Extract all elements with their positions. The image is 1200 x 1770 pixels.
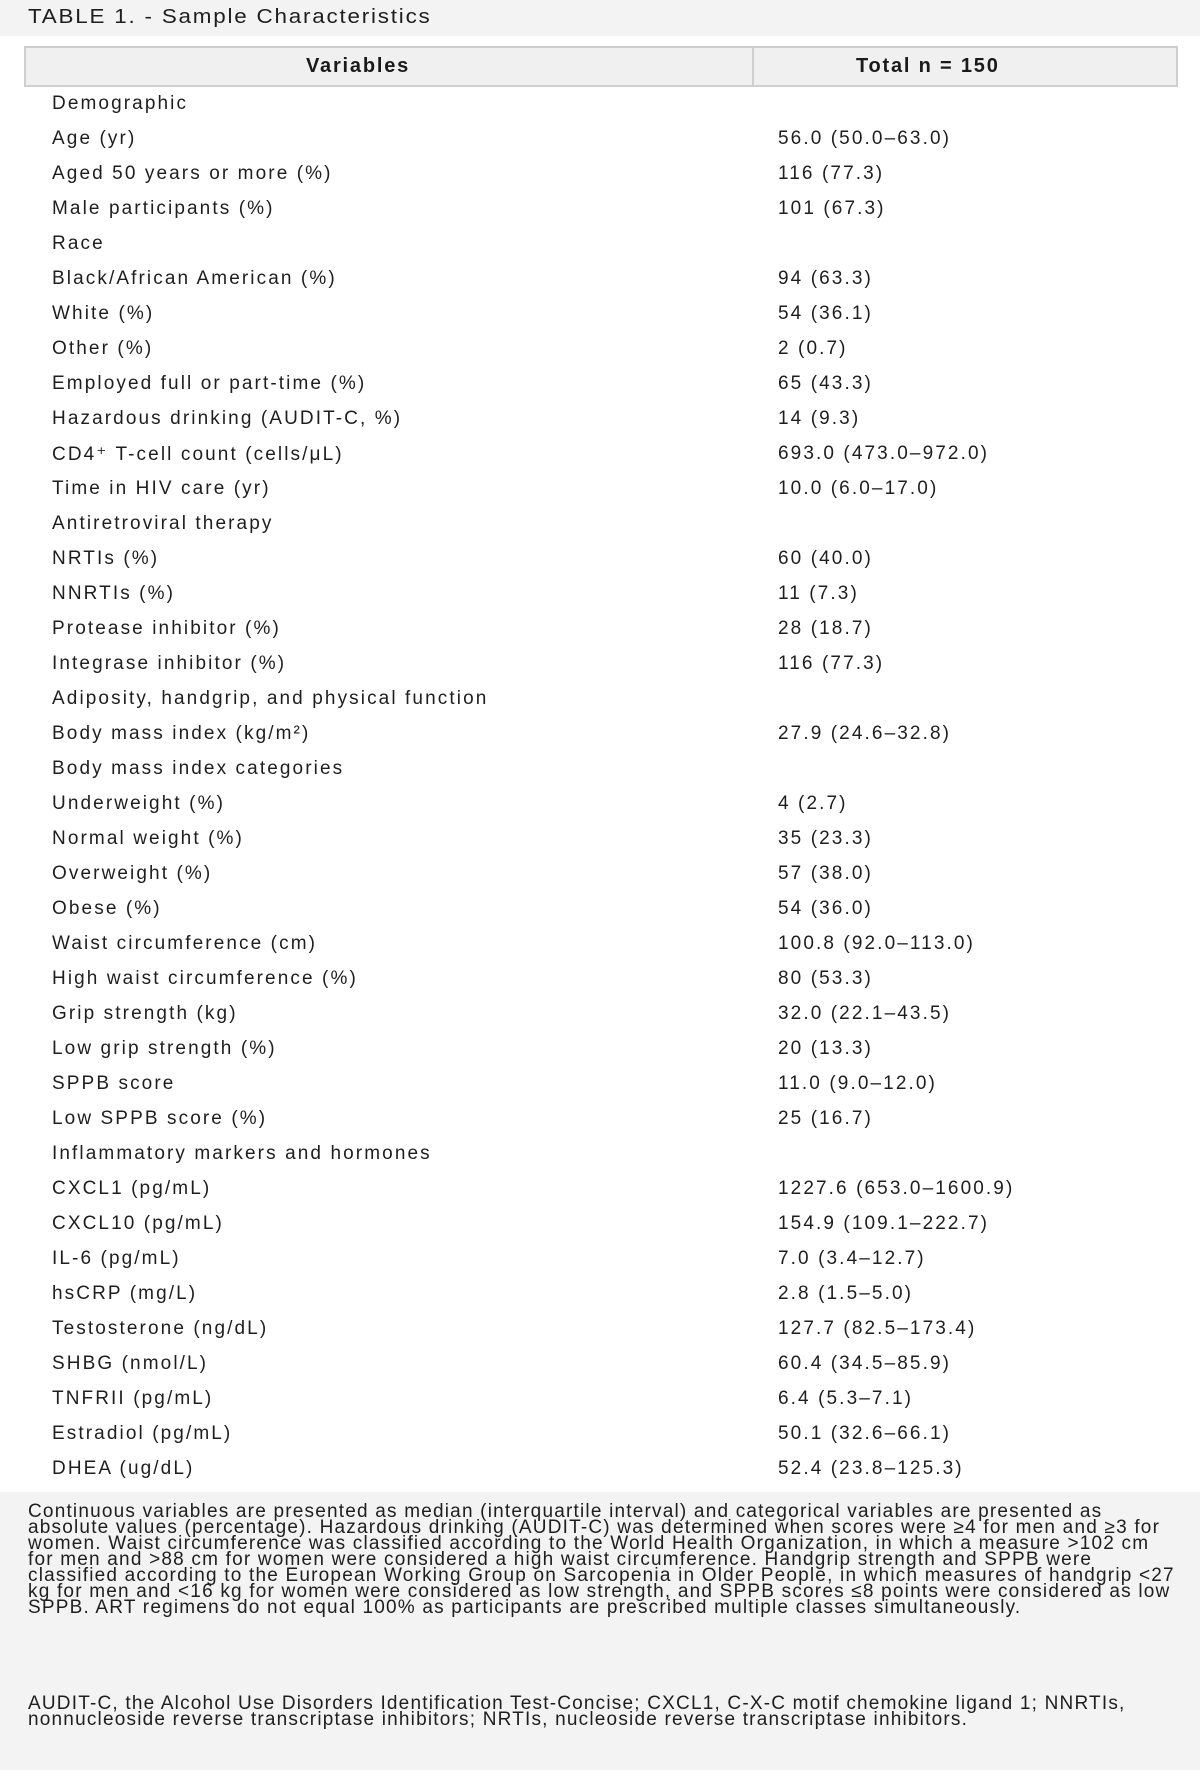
table-row bbox=[0, 893, 1200, 928]
row-value: 2.8 (1.5–5.0) bbox=[778, 1283, 914, 1304]
table-row bbox=[0, 1103, 1200, 1138]
row-label: Normal weight (%) bbox=[52, 828, 244, 849]
row-value: 35 (23.3) bbox=[778, 828, 873, 849]
row-value: 94 (63.3) bbox=[778, 268, 873, 289]
table-row bbox=[0, 788, 1200, 823]
row-label: Waist circumference (cm) bbox=[52, 933, 318, 954]
table-row bbox=[0, 858, 1200, 893]
table-row bbox=[0, 228, 1200, 263]
row-value: 32.0 (22.1–43.5) bbox=[778, 1003, 952, 1024]
row-label: Estradiol (pg/mL) bbox=[52, 1423, 233, 1444]
row-label: Integrase inhibitor (%) bbox=[52, 653, 287, 674]
row-label: Employed full or part-time (%) bbox=[52, 373, 367, 394]
table-row bbox=[0, 578, 1200, 613]
table-row bbox=[0, 1208, 1200, 1243]
caption-bar bbox=[0, 0, 1200, 36]
table-row bbox=[0, 508, 1200, 543]
row-label: CD4⁺ T-cell count (cells/μL) bbox=[52, 444, 344, 465]
table-row bbox=[0, 263, 1200, 298]
table-row bbox=[0, 333, 1200, 368]
row-value: 10.0 (6.0–17.0) bbox=[778, 478, 939, 499]
table-row bbox=[0, 1278, 1200, 1313]
row-label: NRTIs (%) bbox=[52, 548, 160, 569]
table-row bbox=[0, 368, 1200, 403]
table-row bbox=[0, 1383, 1200, 1418]
row-label: Low grip strength (%) bbox=[52, 1038, 277, 1059]
table-row bbox=[0, 998, 1200, 1033]
table-row bbox=[0, 1418, 1200, 1453]
table-row bbox=[0, 683, 1200, 718]
table-header bbox=[24, 46, 1178, 87]
row-value: 65 (43.3) bbox=[778, 373, 873, 394]
table-row bbox=[0, 648, 1200, 683]
table-row bbox=[0, 193, 1200, 228]
row-label: SHBG (nmol/L) bbox=[52, 1353, 209, 1374]
row-label: Black/African American (%) bbox=[52, 268, 337, 289]
row-label: White (%) bbox=[52, 303, 155, 324]
table-footnotes bbox=[0, 1492, 1200, 1770]
row-label: High waist circumference (%) bbox=[52, 968, 358, 989]
row-label: hsCRP (mg/L) bbox=[52, 1283, 198, 1304]
row-label: Body mass index categories bbox=[52, 758, 345, 779]
row-value: 80 (53.3) bbox=[778, 968, 873, 989]
row-label: Grip strength (kg) bbox=[52, 1003, 238, 1024]
table-row bbox=[0, 1243, 1200, 1278]
footnote-abbreviations: AUDIT-C, the Alcohol Use Disorders Identification Test-Concise; CXCL1, C-X-C motif chemokine ligand 1; NNRTIs, nonnucleoside reverse transcriptase inhibitors; NRTIs, nucleoside reverse transcriptase inhibitors. bbox=[28, 1693, 1126, 1730]
row-value: 2 (0.7) bbox=[778, 338, 848, 359]
table-row bbox=[0, 403, 1200, 438]
row-value: 50.1 (32.6–66.1) bbox=[778, 1423, 952, 1444]
row-label: Hazardous drinking (AUDIT-C, %) bbox=[52, 408, 403, 429]
row-value: 7.0 (3.4–12.7) bbox=[778, 1248, 926, 1269]
row-value: 27.9 (24.6–32.8) bbox=[778, 723, 952, 744]
row-label: Antiretroviral therapy bbox=[52, 513, 274, 534]
row-value: 20 (13.3) bbox=[778, 1038, 873, 1059]
row-label: Age (yr) bbox=[52, 128, 137, 149]
row-value: 28 (18.7) bbox=[778, 618, 873, 639]
table-caption: TABLE 1. - Sample Characteristics bbox=[28, 6, 432, 28]
table-row bbox=[0, 438, 1200, 473]
table-row bbox=[0, 753, 1200, 788]
table-row bbox=[0, 613, 1200, 648]
row-label: Time in HIV care (yr) bbox=[52, 478, 271, 499]
row-value: 52.4 (23.8–125.3) bbox=[778, 1458, 964, 1479]
table-row bbox=[0, 88, 1200, 123]
row-label: Aged 50 years or more (%) bbox=[52, 163, 333, 184]
row-value: 54 (36.1) bbox=[778, 303, 873, 324]
row-value: 693.0 (473.0–972.0) bbox=[778, 443, 990, 464]
table-row bbox=[0, 1313, 1200, 1348]
row-label: IL-6 (pg/mL) bbox=[52, 1248, 181, 1269]
row-value: 1227.6 (653.0–1600.9) bbox=[778, 1178, 1015, 1199]
row-value: 116 (77.3) bbox=[778, 653, 885, 674]
row-label: Other (%) bbox=[52, 338, 154, 359]
row-value: 60.4 (34.5–85.9) bbox=[778, 1353, 952, 1374]
row-label: DHEA (ug/dL) bbox=[52, 1458, 195, 1479]
table-row bbox=[0, 1068, 1200, 1103]
row-label: Male participants (%) bbox=[52, 198, 275, 219]
row-value: 127.7 (82.5–173.4) bbox=[778, 1318, 977, 1339]
table-row bbox=[0, 1173, 1200, 1208]
table-row bbox=[0, 543, 1200, 578]
table-row bbox=[0, 1033, 1200, 1068]
table-row bbox=[0, 1138, 1200, 1173]
table-row bbox=[0, 1453, 1200, 1488]
row-value: 6.4 (5.3–7.1) bbox=[778, 1388, 914, 1409]
data-table bbox=[0, 36, 1200, 1492]
table-row bbox=[0, 963, 1200, 998]
table-row bbox=[0, 298, 1200, 333]
row-label: NNRTIs (%) bbox=[52, 583, 176, 604]
row-label: Inflammatory markers and hormones bbox=[52, 1143, 432, 1164]
row-label: SPPB score bbox=[52, 1073, 176, 1094]
row-label: Obese (%) bbox=[52, 898, 162, 919]
row-value: 56.0 (50.0–63.0) bbox=[778, 128, 952, 149]
row-value: 11.0 (9.0–12.0) bbox=[778, 1073, 937, 1094]
row-value: 25 (16.7) bbox=[778, 1108, 873, 1129]
table-row bbox=[0, 928, 1200, 963]
row-label: Body mass index (kg/m²) bbox=[52, 723, 311, 744]
footnote-definitions: Continuous variables are presented as median (interquartile interval) and categorical variables are presented as absolute values (percentage). Hazardous drinking (AUDIT-C) was determined when scores were ≥4 for men and ≥3 for women. Waist circumference was classified according to the World Health Organization, in which a measure >102 cm for men and >88 cm for women were considered a high waist circumference. Handgrip strength and SPPB were classified according to the European Working Group on Sarcopenia in Older People, in which measures of handgrip <27 kg for men and <16 kg for women were considered as low strength, and SPPB scores ≤8 points were considered as low SPPB. ART regimens do not equal 100% as participants are prescribed multiple classes simultaneously. bbox=[28, 1501, 1175, 1618]
row-value: 60 (40.0) bbox=[778, 548, 873, 569]
row-label: Protease inhibitor (%) bbox=[52, 618, 281, 639]
row-value: 154.9 (109.1–222.7) bbox=[778, 1213, 990, 1234]
row-label: Low SPPB score (%) bbox=[52, 1108, 268, 1129]
table-row bbox=[0, 123, 1200, 158]
row-label: Demographic bbox=[52, 93, 189, 114]
table-row bbox=[0, 1348, 1200, 1383]
table-row bbox=[0, 718, 1200, 753]
row-value: 101 (67.3) bbox=[778, 198, 886, 219]
table-row bbox=[0, 158, 1200, 193]
row-label: Testosterone (ng/dL) bbox=[52, 1318, 269, 1339]
table-row bbox=[0, 823, 1200, 858]
row-label: CXCL1 (pg/mL) bbox=[52, 1178, 212, 1199]
row-value: 57 (38.0) bbox=[778, 863, 873, 884]
row-label: Overweight (%) bbox=[52, 863, 213, 884]
row-label: Race bbox=[52, 233, 105, 254]
row-value: 54 (36.0) bbox=[778, 898, 873, 919]
header-variables: Variables bbox=[306, 55, 411, 77]
row-label: Adiposity, handgrip, and physical function bbox=[52, 688, 489, 709]
row-label: CXCL10 (pg/mL) bbox=[52, 1213, 224, 1234]
header-divider bbox=[752, 48, 754, 85]
row-value: 11 (7.3) bbox=[778, 583, 859, 604]
header-total: Total n = 150 bbox=[856, 55, 1000, 77]
row-value: 116 (77.3) bbox=[778, 163, 885, 184]
row-value: 4 (2.7) bbox=[778, 793, 848, 814]
row-label: TNFRII (pg/mL) bbox=[52, 1388, 214, 1409]
row-label: Underweight (%) bbox=[52, 793, 225, 814]
table-row bbox=[0, 473, 1200, 508]
row-value: 14 (9.3) bbox=[778, 408, 861, 429]
row-value: 100.8 (92.0–113.0) bbox=[778, 933, 975, 954]
